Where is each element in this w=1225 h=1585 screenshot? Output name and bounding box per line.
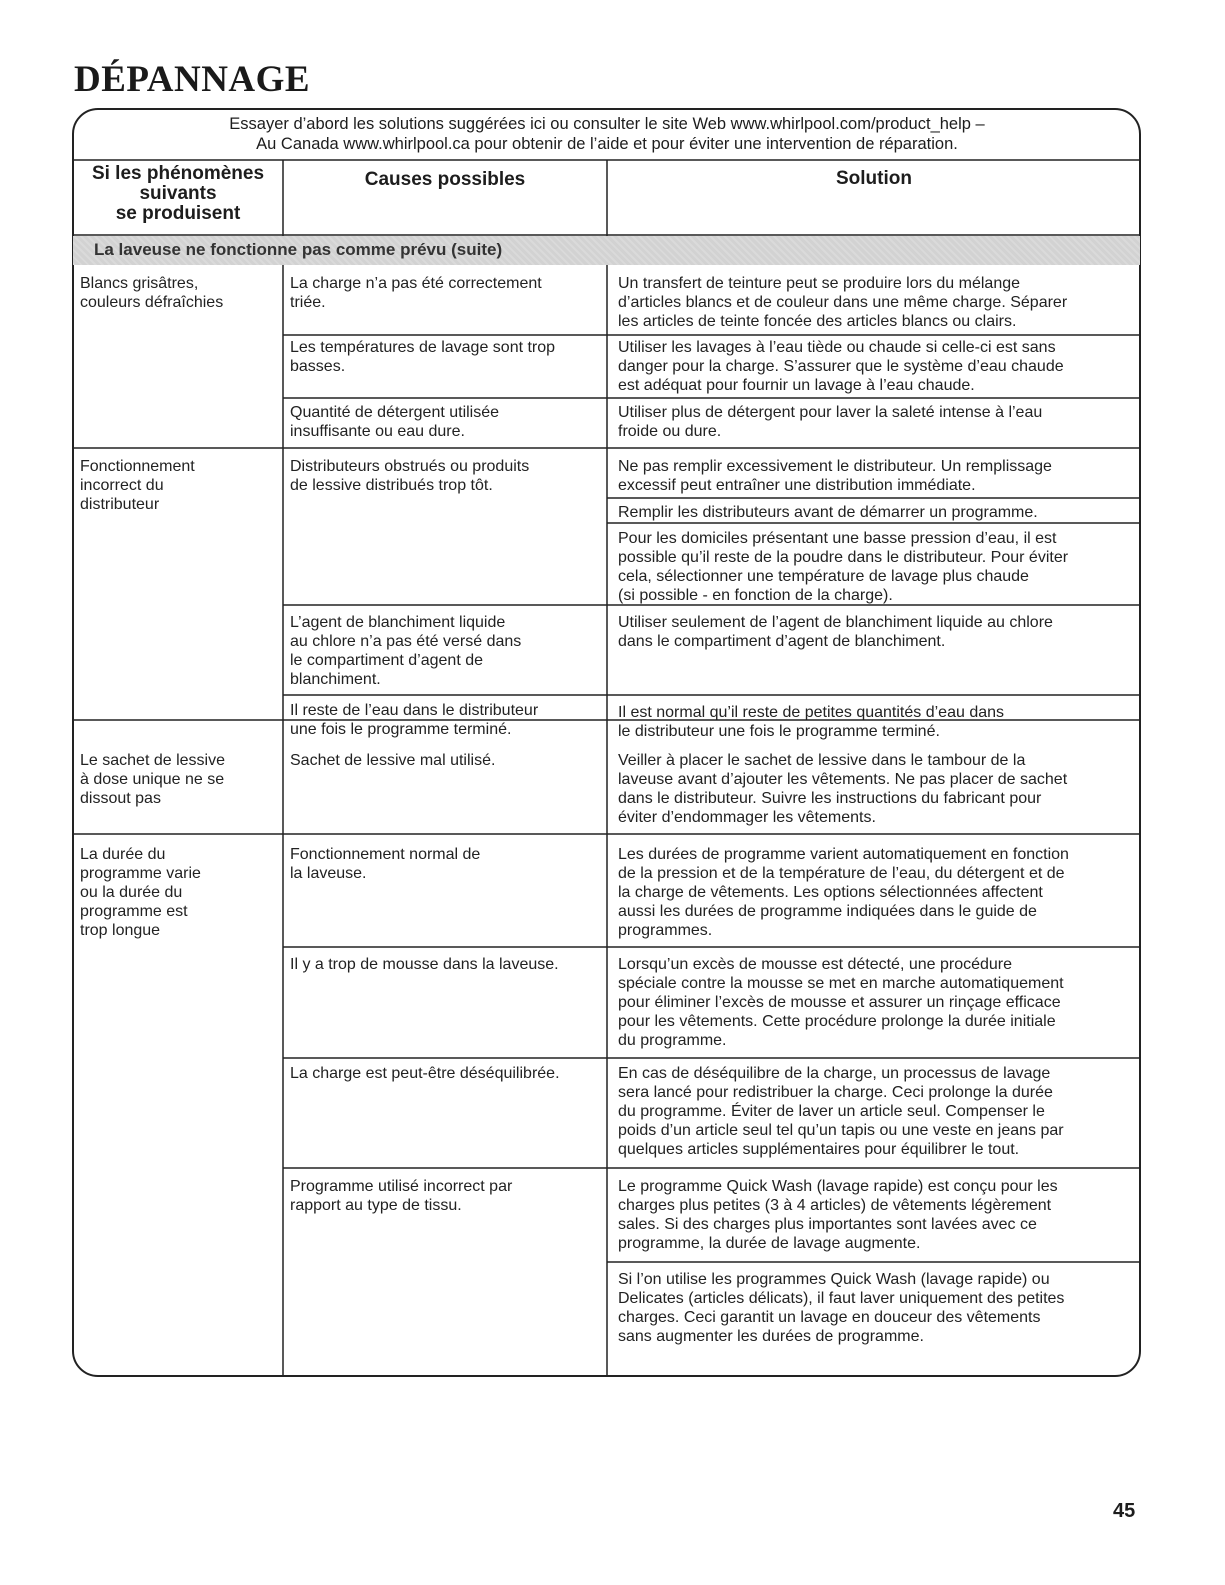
symptom-cell-line: La durée du (80, 846, 166, 863)
solution-cell-line: laveuse avant d’ajouter les vêtements. Ne pas placer de sachet (618, 771, 1068, 788)
cause-cell-line: Distributeurs obstrués ou produits (290, 458, 530, 475)
solution-cell-line: d’articles blancs et de couleur dans une même charge. Séparer (618, 294, 1068, 311)
solution-cell-line: charges plus petites (3 à 4 articles) de vêtements légèrement (618, 1197, 1052, 1214)
cause-cell-line: Fonctionnement normal de (290, 846, 481, 863)
symptom-cell-line: Blancs grisâtres, (80, 275, 199, 292)
solution-cell-line: du programme. Éviter de laver un article seul. Compenser le (618, 1103, 1045, 1120)
solution-cell (618, 457, 1052, 495)
cause-cell (290, 403, 499, 441)
cause-cell (290, 338, 555, 376)
solution-cell-line: cela, sélectionner une température de lavage plus chaude (618, 568, 1029, 585)
solution-cell (618, 403, 1042, 441)
cause-cell-line: le compartiment d’agent de (290, 652, 483, 669)
solution-cell-line: de la pression et de la température de l’eau, du détergent et de (618, 865, 1065, 882)
cause-cell-line: basses. (290, 358, 346, 375)
solution-cell-line: En cas de déséquilibre de la charge, un processus de lavage (618, 1065, 1051, 1082)
solution-cell-line: les articles de teinte foncée des articles blancs ou clairs. (618, 313, 1017, 330)
solution-cell (618, 1270, 1064, 1346)
solution-cell-line: Lorsqu’un excès de mousse est détecté, une procédure (618, 956, 1013, 973)
intro-text (74, 114, 1140, 154)
solution-cell-line: dans le distributeur. Suivre les instructions du fabricant pour (618, 790, 1042, 807)
symptom-cell-line: ou la durée du (80, 884, 183, 901)
cause-cell-line: de lessive distribués trop tôt. (290, 477, 493, 494)
symptom-cell (80, 845, 201, 940)
solution-cell-line: le distributeur une fois le programme terminé. (618, 723, 940, 740)
symptom-cell (80, 274, 223, 312)
cause-cell (290, 274, 542, 312)
symptom-cell-line: dissout pas (80, 790, 161, 807)
symptom-cell-line: trop longue (80, 922, 161, 939)
header-causes: Causes possibles (364, 169, 526, 190)
cause-cell (290, 955, 559, 974)
cause-cell (290, 845, 480, 883)
cause-cell-line: Les températures de lavage sont trop (290, 339, 556, 356)
solution-cell (618, 955, 1064, 1050)
symptom-cell-line: programme varie (80, 865, 201, 882)
cause-cell (290, 613, 521, 689)
symptom-cell-line: Fonctionnement (80, 458, 195, 475)
solution-cell-line: programme, la durée de lavage augmente. (618, 1235, 921, 1252)
symptom-cell (80, 457, 195, 514)
solution-cell-line: danger pour la charge. S’assurer que le système d’eau chaude (618, 358, 1064, 375)
cause-cell (290, 701, 538, 739)
symptom-cell-line: programme est (80, 903, 188, 920)
cause-cell-line: Il y a trop de mousse dans la laveuse. (290, 956, 559, 973)
cause-cell-line: Sachet de lessive mal utilisé. (290, 752, 496, 769)
cause-cell-line: la laveuse. (290, 865, 367, 882)
solution-cell-line: charges. Ceci garantit un lavage en douceur des vêtements (618, 1309, 1041, 1326)
cause-cell (290, 457, 529, 495)
solution-cell-line: Si l’on utilise les programmes Quick Wash (lavage rapide) ou (618, 1271, 1050, 1288)
solution-cell-line: aussi les durées de programme indiquées dans le guide de (618, 903, 1037, 920)
solution-cell-line: excessif peut entraîner une distribution immédiate. (618, 477, 976, 494)
cause-cell-line: L’agent de blanchiment liquide (290, 614, 506, 631)
cause-cell-line: La charge n’a pas été correctement (290, 275, 542, 292)
solution-cell-line: Remplir les distributeurs avant de démarrer un programme. (618, 504, 1038, 521)
symptom-cell-line: à dose unique ne se (80, 771, 225, 788)
solution-cell-line: éviter d’endommager les vêtements. (618, 809, 876, 826)
symptom-cell-line: distributeur (80, 496, 160, 513)
cause-cell (290, 1064, 560, 1083)
cause-cell-line: rapport au type de tissu. (290, 1197, 462, 1214)
solution-cell (618, 845, 1069, 940)
intro-line-1: Essayer d’abord les solutions suggérées ici ou consulter le site Web www.whirlpool.com/product_help – (229, 115, 985, 133)
solution-cell (618, 751, 1067, 827)
symptom-cell-line: incorrect du (80, 477, 164, 494)
solution-cell (618, 1064, 1064, 1159)
section-banner (73, 236, 1140, 265)
solution-cell-line: sans augmenter les durées de programme. (618, 1328, 924, 1345)
solution-cell-line: pour éliminer l’excès de mousse et assurer un rinçage efficace (618, 994, 1061, 1011)
solution-cell (618, 338, 1064, 395)
cause-cell-line: Programme utilisé incorrect par (290, 1178, 513, 1195)
solution-cell-line: Un transfert de teinture peut se produire lors du mélange (618, 275, 1021, 292)
solution-cell-line: poids d’un article seul tel qu’un tapis ou une veste en jeans par (618, 1122, 1064, 1139)
symptom-cell-line: couleurs défraîchies (80, 294, 224, 311)
cause-cell-line: Il reste de l’eau dans le distributeur (290, 702, 539, 719)
intro-line-2: Au Canada www.whirlpool.ca pour obtenir de l’aide et pour éviter une intervention de réparation. (256, 135, 958, 153)
solution-cell (618, 613, 1053, 651)
header-symptoms (74, 164, 282, 224)
symptom-cell-line: Le sachet de lessive (80, 752, 225, 769)
solution-cell-line: Veiller à placer le sachet de lessive dans le tambour de la (618, 752, 1026, 769)
symptom-cell (80, 751, 225, 808)
section-title: La laveuse ne fonctionne pas comme prévu (suite) (94, 240, 503, 259)
cause-cell (290, 1177, 512, 1215)
solution-cell-line: Il est normal qu’il reste de petites quantités d’eau dans (618, 704, 1005, 721)
cause-cell-line: blanchiment. (290, 671, 381, 688)
solution-cell (618, 274, 1067, 331)
solution-cell-line: Les durées de programme varient automatiquement en fonction (618, 846, 1069, 863)
cause-cell-line: Quantité de détergent utilisée (290, 404, 500, 421)
cause-cell-line: une fois le programme terminé. (290, 721, 512, 738)
solution-cell-line: la charge de vêtements. Les options sélectionnées affectent (618, 884, 1043, 901)
solution-cell-line: programmes. (618, 922, 713, 939)
solution-cell-line: possible qu’il reste de la poudre dans le distributeur. Pour éviter (618, 549, 1069, 566)
solution-cell-line: froide ou dure. (618, 423, 722, 440)
page-number: 45 (1113, 1500, 1136, 1522)
solution-cell-line: Utiliser les lavages à l’eau tiède ou chaude si celle-ci est sans (618, 339, 1056, 356)
solution-cell-line: quelques articles supplémentaires pour équilibrer le tout. (618, 1141, 1020, 1158)
solution-cell-line: Utiliser seulement de l’agent de blanchiment liquide au chlore (618, 614, 1053, 631)
cause-cell-line: triée. (290, 294, 326, 311)
solution-cell-line: sales. Si des charges plus importantes sont lavées avec ce (618, 1216, 1037, 1233)
solution-cell-line: pour les vêtements. Cette procédure prolonge la durée initiale (618, 1013, 1056, 1030)
header-solution: Solution (836, 168, 912, 189)
solution-cell-line: spéciale contre la mousse se met en marche automatiquement (618, 975, 1064, 992)
solution-cell (618, 1177, 1058, 1253)
cause-cell-line: insuffisante ou eau dure. (290, 423, 465, 440)
cause-cell-line: au chlore n’a pas été versé dans (290, 633, 522, 650)
solution-cell (618, 503, 1038, 522)
page-title: DÉPANNAGE (74, 59, 311, 100)
solution-cell-line: (si possible - en fonction de la charge). (618, 587, 893, 604)
solution-cell-line: Le programme Quick Wash (lavage rapide) est conçu pour les (618, 1178, 1058, 1195)
solution-cell (618, 703, 1004, 741)
header-symptoms-line: Si les phénomènes (91, 163, 265, 184)
solution-cell-line: dans le compartiment d’agent de blanchiment. (618, 633, 946, 650)
solution-cell-line: est adéquat pour fournir un lavage à l’eau chaude. (618, 377, 975, 394)
solution-cell (618, 529, 1068, 605)
solution-cell-line: du programme. (618, 1032, 727, 1049)
solution-cell-line: Pour les domiciles présentant une basse pression d’eau, il est (618, 530, 1057, 547)
cause-cell (290, 751, 495, 770)
solution-cell-line: Delicates (articles délicats), il faut laver uniquement des petites (618, 1290, 1065, 1307)
solution-cell-line: Ne pas remplir excessivement le distributeur. Un remplissage (618, 458, 1052, 475)
cause-cell-line: La charge est peut-être déséquilibrée. (290, 1065, 560, 1082)
header-symptoms-line: se produisent (115, 203, 241, 224)
solution-cell-line: sera lancé pour redistribuer la charge. Ceci prolonge la durée (618, 1084, 1053, 1101)
header-symptoms-line: suivants (139, 183, 217, 204)
solution-cell-line: Utiliser plus de détergent pour laver la saleté intense à l’eau (618, 404, 1043, 421)
